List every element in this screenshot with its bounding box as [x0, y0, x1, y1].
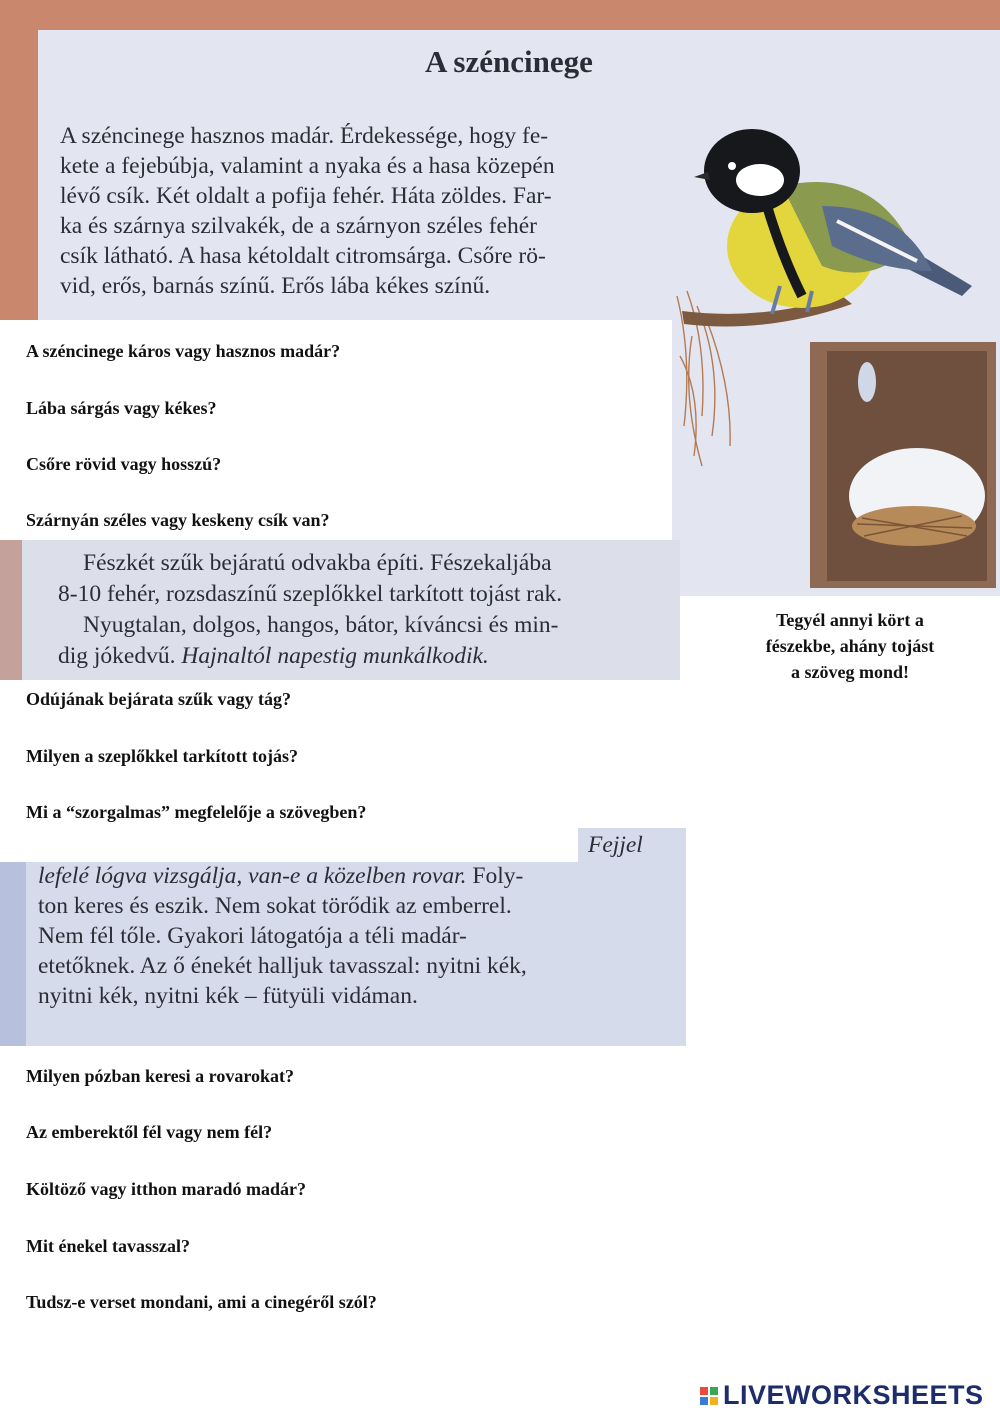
- passage-line: vid, erős, barnás színű. Erős lába kékes színű.: [60, 273, 491, 299]
- question: Költöző vagy itthon maradó madár?: [26, 1179, 306, 1199]
- logo-icon: [700, 1387, 718, 1405]
- passage-2: [58, 548, 562, 672]
- question: Az emberektől fél vagy nem fél?: [26, 1122, 273, 1142]
- logo-text: LIVEWORKSHEETS: [723, 1380, 984, 1410]
- passage-italic: Hajnaltól napestig munkálkodik.: [181, 643, 489, 669]
- passage-3: [38, 861, 527, 1011]
- passage-line: Nem fél tőle. Gyakori látogatója a téli madár-: [38, 923, 467, 949]
- question: Milyen pózban keresi a rovarokat?: [26, 1066, 295, 1086]
- nest-instruction: [700, 607, 1000, 685]
- bird-cheek: [736, 164, 784, 196]
- passage-line: ka és szárnya szilvakék, de a szárnyon széles fehér: [60, 213, 537, 239]
- passage-1: [60, 121, 555, 301]
- passage-line: lévő csík. Két oldalt a pofija fehér. Háta zöldes. Far-: [60, 183, 552, 209]
- passage-line: Nyugtalan, dolgos, hangos, bátor, kíváncsi és min-: [83, 612, 559, 638]
- passage-line: dig jókedvű.: [58, 643, 176, 669]
- nest-hole: [858, 362, 876, 402]
- question: Odújának bejárata szűk vagy tág?: [26, 689, 292, 709]
- question: A széncinege káros vagy hasznos madár?: [26, 341, 341, 361]
- question: Lába sárgás vagy kékes?: [26, 398, 217, 418]
- question: Tudsz-e verset mondani, ami a cinegéről szól?: [26, 1292, 377, 1312]
- passage-line: nyitni kék, nyitni kék – fütyüli vidáman.: [38, 983, 418, 1009]
- question: Milyen a szeplőkkel tarkított tojás?: [26, 746, 298, 766]
- passage-line: Foly-: [466, 863, 524, 889]
- instruction-line: fészekbe, ahány tojást: [765, 636, 935, 656]
- bird-eye: [728, 162, 736, 170]
- passage-italic: lefelé lógva vizsgálja, van-e a közelben rovar.: [38, 863, 467, 889]
- passage-line: kete a fejebúbja, valamint a nyaka és a hasa közepén: [60, 153, 555, 179]
- instruction-line: a szöveg mond!: [791, 662, 909, 682]
- passage-line: etetőknek. Az ő énekét halljuk tavasszal: nyitni kék,: [38, 953, 527, 979]
- passage-line: ton keres és eszik. Nem sokat törődik az emberrel.: [38, 893, 512, 919]
- question: Mit énekel tavasszal?: [26, 1236, 190, 1256]
- question: Csőre rövid vagy hosszú?: [26, 454, 222, 474]
- passage-line: 8-10 fehér, rozsdaszínű szeplőkkel tarkított tojást rak.: [58, 581, 563, 607]
- page-title: A széncinege: [425, 44, 593, 79]
- question: Szárnyán széles vagy keskeny csík van?: [26, 510, 330, 530]
- passage-line: csík látható. A hasa kétoldalt citromsárga. Csőre rö-: [60, 243, 546, 269]
- passage-line: Fészkét szűk bejáratú odvakba építi. Fészekaljába: [83, 550, 552, 576]
- bird-illustration: [672, 96, 1000, 596]
- passage-3-start: [588, 830, 643, 860]
- passage-line: A széncinege hasznos madár. Érdekessége, hogy fe-: [60, 123, 549, 149]
- passage-italic: Fejjel: [588, 832, 643, 858]
- instruction-line: Tegyél annyi kört a: [776, 610, 924, 630]
- liveworksheets-logo: [700, 1380, 984, 1411]
- question: Mi a “szorgalmas” megfelelője a szövegben?: [26, 802, 367, 822]
